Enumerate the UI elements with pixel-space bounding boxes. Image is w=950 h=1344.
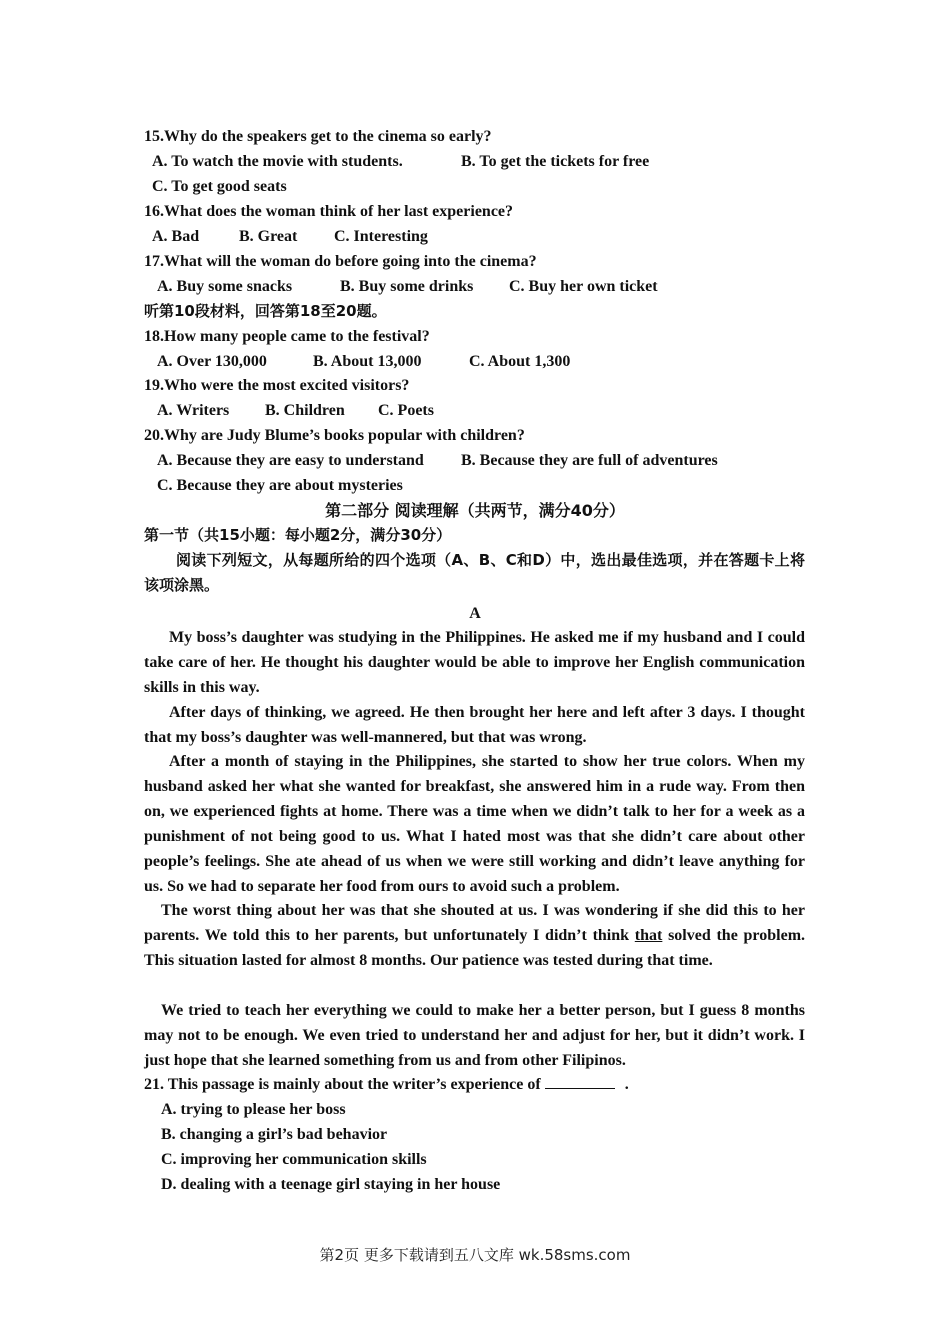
question-21-option-a: A. trying to please her boss	[161, 1101, 346, 1118]
passage-paragraph-1: My boss’s daughter was studying in the Philippines. He asked me if my husband and I could take care of her. He thought his daughter would be able to improve her English communication skills in this way.	[144, 629, 805, 696]
question-19-option-b: B. Children	[265, 402, 345, 419]
question-17-stem: 17.What will the woman do before going into the cinema?	[144, 253, 537, 270]
underlined-word-that: that	[634, 927, 663, 944]
question-16-option-c: C. Interesting	[334, 228, 428, 245]
question-21-option-c: C. improving her communication skills	[161, 1151, 427, 1168]
passage-paragraph-3: After a month of staying in the Philippines, she started to show her true colors. When my husband asked her what she wanted for breakfast, she answered him in a rude way. From then on, we experienced fights at home. There was a time when we didn’t talk to her for a week as a punishment of not being good to us. What I hated most was that she didn’t care about other people’s feelings. She ate ahead of us when we were still working and didn’t leave anything for us. So we had to separate her food from ours to avoid such a problem.	[144, 753, 805, 895]
question-17-option-b: B. Buy some drinks	[340, 278, 474, 295]
question-21-stem	[144, 1072, 629, 1097]
answer-blank	[545, 1072, 615, 1089]
question-18-option-a: A. Over 130,000	[157, 353, 267, 370]
passage-label: A	[469, 605, 481, 622]
paragraph-4-text-start: The worst thing about her was that she shouted at us. I was wondering if she did this to her parents. We told this to her parents, but unfortunately I didn’t think	[144, 902, 805, 944]
question-21-stem-end: .	[624, 1076, 629, 1093]
part-two-title: 第二部分 阅读理解（共两节，满分40分）	[325, 501, 625, 520]
question-15-stem: 15.Why do the speakers get to the cinema so early?	[144, 128, 492, 145]
question-19-option-c: C. Poets	[378, 402, 434, 419]
section-10-instruction: 听第10段材料，回答第18至20题。	[144, 302, 387, 320]
page-footer: 第2页 更多下载请到五八文库 wk.58sms.com	[319, 1246, 631, 1264]
question-15-option-b: B. To get the tickets for free	[461, 153, 650, 170]
passage-paragraph-2: After days of thinking, we agreed. He then brought her here and left after 3 days. I thought that my boss’s daughter was well-mannered, but that was wrong.	[144, 704, 805, 746]
question-18-option-c: C. About 1,300	[469, 353, 571, 370]
passage-paragraph-5: We tried to teach her everything we could to make her a better person, but I guess 8 months may not to be enough. We even tried to understand her and adjust for her, but it didn’t work. I just hope that she learned something from us and from other Filipinos.	[144, 1002, 805, 1069]
question-16-option-b: B. Great	[239, 228, 298, 245]
question-21-stem-text: 21. This passage is mainly about the writer’s experience of	[144, 1076, 541, 1093]
question-20-option-b: B. Because they are full of adventures	[461, 452, 718, 469]
passage-paragraph-4	[144, 898, 805, 973]
question-20-stem: 20.Why are Judy Blume’s books popular with children?	[144, 427, 525, 444]
question-20-option-c: C. Because they are about mysteries	[157, 477, 403, 494]
question-19-option-a: A. Writers	[157, 402, 230, 419]
question-18-stem: 18.How many people came to the festival?	[144, 328, 430, 345]
question-16-stem: 16.What does the woman think of her last experience?	[144, 203, 514, 220]
question-21-option-b: B. changing a girl’s bad behavior	[161, 1126, 388, 1143]
paragraph-4-text-end: solved the problem. This situation lasted for almost 8 months. Our patience was tested during that time.	[144, 927, 806, 969]
question-17-option-c: C. Buy her own ticket	[509, 278, 658, 295]
question-17-option-a: A. Buy some snacks	[157, 278, 293, 295]
question-19-stem: 19.Who were the most excited visitors?	[144, 377, 410, 394]
question-15-option-a: A. To watch the movie with students.	[152, 153, 403, 170]
question-20-option-a: A. Because they are easy to understand	[157, 452, 424, 469]
question-21-option-d: D. dealing with a teenage girl staying in her house	[161, 1176, 501, 1193]
reading-instructions: 阅读下列短文，从每题所给的四个选项（A、B、C和D）中，选出最佳选项，并在答题卡上将该项涂黑。	[144, 551, 805, 594]
question-16-option-a: A. Bad	[152, 228, 200, 245]
section-one-title: 第一节（共15小题：每小题2分，满分30分）	[144, 526, 452, 544]
question-15-option-c: C. To get good seats	[152, 178, 287, 195]
question-18-option-b: B. About 13,000	[313, 353, 422, 370]
